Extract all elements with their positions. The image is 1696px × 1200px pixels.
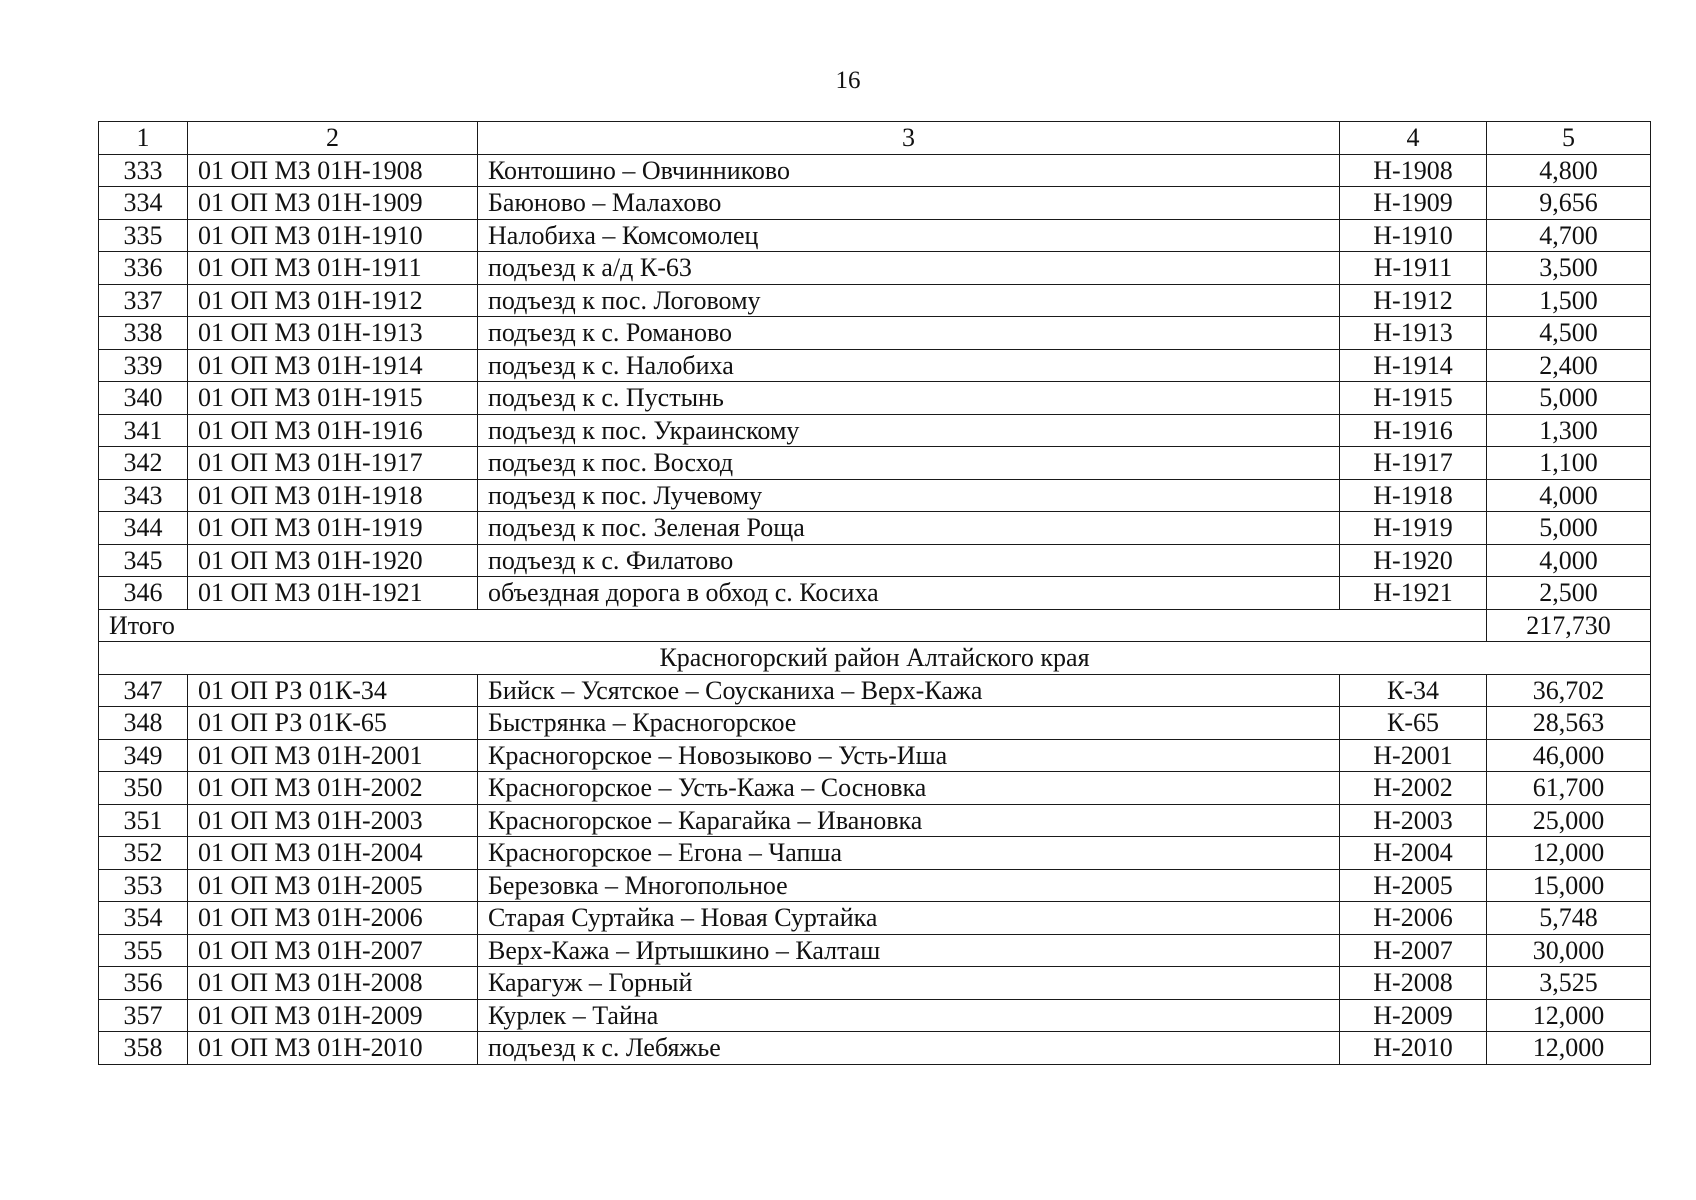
table-row [99, 317, 1651, 350]
row-number-cell: 347 [99, 674, 188, 707]
table-row [99, 284, 1651, 317]
table-row [99, 902, 1651, 935]
row-number-cell: 344 [99, 512, 188, 545]
road-name-cell: подъезд к с. Романово [478, 317, 1340, 350]
road-index-cell: Н-2005 [1340, 869, 1487, 902]
road-length-cell: 1,500 [1487, 284, 1651, 317]
road-code-cell: 01 ОП МЗ 01Н-2008 [188, 967, 478, 1000]
road-name-cell: подъезд к с. Филатово [478, 544, 1340, 577]
road-index-cell: Н-2010 [1340, 1032, 1487, 1065]
road-index-cell: Н-1917 [1340, 447, 1487, 480]
row-number-cell: 348 [99, 707, 188, 740]
road-length-cell: 4,000 [1487, 479, 1651, 512]
road-length-cell: 4,000 [1487, 544, 1651, 577]
road-name-cell: Красногорское – Новозыково – Усть-Иша [478, 739, 1340, 772]
row-number-cell: 337 [99, 284, 188, 317]
road-name-cell: объездная дорога в обход с. Косиха [478, 577, 1340, 610]
road-index-cell: Н-1909 [1340, 187, 1487, 220]
road-name-cell: подъезд к пос. Логовому [478, 284, 1340, 317]
road-length-cell: 5,000 [1487, 512, 1651, 545]
row-number-cell: 352 [99, 837, 188, 870]
road-code-cell: 01 ОП МЗ 01Н-2010 [188, 1032, 478, 1065]
table-row [99, 837, 1651, 870]
road-code-cell: 01 ОП МЗ 01Н-2003 [188, 804, 478, 837]
table-row [99, 252, 1651, 285]
road-index-cell: Н-1913 [1340, 317, 1487, 350]
road-name-cell: Бийск – Усятское – Соусканиха – Верх-Кажа [478, 674, 1340, 707]
table-row [99, 934, 1651, 967]
road-name-cell: подъезд к с. Лебяжье [478, 1032, 1340, 1065]
table-row [99, 447, 1651, 480]
road-name-cell: подъезд к с. Пустынь [478, 382, 1340, 415]
road-name-cell: Курлек – Тайна [478, 999, 1340, 1032]
total-value-cell: 217,730 [1487, 609, 1651, 642]
row-number-cell: 346 [99, 577, 188, 610]
road-code-cell: 01 ОП МЗ 01Н-1914 [188, 349, 478, 382]
row-number-cell: 334 [99, 187, 188, 220]
road-name-cell: подъезд к пос. Зеленая Роща [478, 512, 1340, 545]
row-number-cell: 335 [99, 219, 188, 252]
road-code-cell: 01 ОП МЗ 01Н-1911 [188, 252, 478, 285]
table-row [99, 479, 1651, 512]
row-number-cell: 339 [99, 349, 188, 382]
header-cell: 3 [478, 122, 1340, 155]
road-index-cell: Н-1908 [1340, 154, 1487, 187]
road-name-cell: Контошино – Овчинниково [478, 154, 1340, 187]
road-length-cell: 15,000 [1487, 869, 1651, 902]
road-code-cell: 01 ОП РЗ 01К-34 [188, 674, 478, 707]
road-name-cell: подъезд к пос. Лучевому [478, 479, 1340, 512]
table-row [99, 187, 1651, 220]
road-code-cell: 01 ОП МЗ 01Н-2001 [188, 739, 478, 772]
road-index-cell: Н-2004 [1340, 837, 1487, 870]
road-name-cell: подъезд к пос. Украинскому [478, 414, 1340, 447]
table-row [99, 739, 1651, 772]
road-code-cell: 01 ОП РЗ 01К-65 [188, 707, 478, 740]
road-index-cell: Н-2008 [1340, 967, 1487, 1000]
header-cell: 5 [1487, 122, 1651, 155]
road-code-cell: 01 ОП МЗ 01Н-1908 [188, 154, 478, 187]
total-row [99, 609, 1651, 642]
road-code-cell: 01 ОП МЗ 01Н-2009 [188, 999, 478, 1032]
road-code-cell: 01 ОП МЗ 01Н-1915 [188, 382, 478, 415]
row-number-cell: 358 [99, 1032, 188, 1065]
table-row [99, 869, 1651, 902]
road-name-cell: Верх-Кажа – Иртышкино – Калташ [478, 934, 1340, 967]
road-length-cell: 2,500 [1487, 577, 1651, 610]
road-length-cell: 3,525 [1487, 967, 1651, 1000]
section-header-row [99, 642, 1651, 675]
road-index-cell: Н-2007 [1340, 934, 1487, 967]
road-length-cell: 25,000 [1487, 804, 1651, 837]
road-code-cell: 01 ОП МЗ 01Н-1917 [188, 447, 478, 480]
road-code-cell: 01 ОП МЗ 01Н-1909 [188, 187, 478, 220]
road-length-cell: 4,500 [1487, 317, 1651, 350]
road-code-cell: 01 ОП МЗ 01Н-1910 [188, 219, 478, 252]
road-index-cell: Н-1914 [1340, 349, 1487, 382]
road-name-cell: Налобиха – Комсомолец [478, 219, 1340, 252]
table-row [99, 577, 1651, 610]
table-row [99, 154, 1651, 187]
road-index-cell: Н-2009 [1340, 999, 1487, 1032]
header-cell: 1 [99, 122, 188, 155]
road-length-cell: 12,000 [1487, 837, 1651, 870]
road-name-cell: Красногорское – Карагайка – Ивановка [478, 804, 1340, 837]
table-row [99, 349, 1651, 382]
row-number-cell: 345 [99, 544, 188, 577]
table-row [99, 804, 1651, 837]
road-index-cell: К-34 [1340, 674, 1487, 707]
road-length-cell: 2,400 [1487, 349, 1651, 382]
row-number-cell: 353 [99, 869, 188, 902]
road-index-cell: Н-1921 [1340, 577, 1487, 610]
road-length-cell: 9,656 [1487, 187, 1651, 220]
road-length-cell: 12,000 [1487, 1032, 1651, 1065]
road-length-cell: 4,800 [1487, 154, 1651, 187]
road-length-cell: 4,700 [1487, 219, 1651, 252]
table-row [99, 382, 1651, 415]
row-number-cell: 357 [99, 999, 188, 1032]
road-index-cell: Н-1918 [1340, 479, 1487, 512]
road-index-cell: Н-2001 [1340, 739, 1487, 772]
road-index-cell: Н-2002 [1340, 772, 1487, 805]
road-code-cell: 01 ОП МЗ 01Н-2004 [188, 837, 478, 870]
total-label-cell: Итого [99, 609, 1487, 642]
table-row [99, 414, 1651, 447]
row-number-cell: 350 [99, 772, 188, 805]
road-length-cell: 12,000 [1487, 999, 1651, 1032]
road-length-cell: 5,000 [1487, 382, 1651, 415]
road-name-cell: подъезд к с. Налобиха [478, 349, 1340, 382]
row-number-cell: 340 [99, 382, 188, 415]
road-length-cell: 28,563 [1487, 707, 1651, 740]
row-number-cell: 354 [99, 902, 188, 935]
road-length-cell: 30,000 [1487, 934, 1651, 967]
road-name-cell: подъезд к пос. Восход [478, 447, 1340, 480]
row-number-cell: 341 [99, 414, 188, 447]
road-registry-table [98, 121, 1651, 1065]
road-name-cell: Старая Суртайка – Новая Суртайка [478, 902, 1340, 935]
row-number-cell: 349 [99, 739, 188, 772]
road-name-cell: подъезд к а/д К-63 [478, 252, 1340, 285]
road-name-cell: Карагуж – Горный [478, 967, 1340, 1000]
road-length-cell: 3,500 [1487, 252, 1651, 285]
row-number-cell: 351 [99, 804, 188, 837]
table-row [99, 512, 1651, 545]
road-code-cell: 01 ОП МЗ 01Н-2007 [188, 934, 478, 967]
road-index-cell: Н-1916 [1340, 414, 1487, 447]
road-length-cell: 1,100 [1487, 447, 1651, 480]
row-number-cell: 342 [99, 447, 188, 480]
road-index-cell: Н-2006 [1340, 902, 1487, 935]
page-number: 16 [835, 67, 861, 94]
table-row [99, 707, 1651, 740]
road-code-cell: 01 ОП МЗ 01Н-1912 [188, 284, 478, 317]
table-row [99, 219, 1651, 252]
road-name-cell: Красногорское – Егона – Чапша [478, 837, 1340, 870]
row-number-cell: 336 [99, 252, 188, 285]
road-code-cell: 01 ОП МЗ 01Н-2005 [188, 869, 478, 902]
road-code-cell: 01 ОП МЗ 01Н-1916 [188, 414, 478, 447]
road-code-cell: 01 ОП МЗ 01Н-1913 [188, 317, 478, 350]
road-index-cell: Н-1920 [1340, 544, 1487, 577]
table-row [99, 967, 1651, 1000]
road-code-cell: 01 ОП МЗ 01Н-1921 [188, 577, 478, 610]
row-number-cell: 333 [99, 154, 188, 187]
header-cell: 4 [1340, 122, 1487, 155]
road-index-cell: Н-1919 [1340, 512, 1487, 545]
road-length-cell: 36,702 [1487, 674, 1651, 707]
road-index-cell: Н-1915 [1340, 382, 1487, 415]
road-name-cell: Баюново – Малахово [478, 187, 1340, 220]
road-name-cell: Красногорское – Усть-Кажа – Сосновка [478, 772, 1340, 805]
road-length-cell: 46,000 [1487, 739, 1651, 772]
table-body [99, 122, 1651, 1065]
table-row [99, 544, 1651, 577]
road-index-cell: Н-2003 [1340, 804, 1487, 837]
table-row [99, 772, 1651, 805]
road-code-cell: 01 ОП МЗ 01Н-2006 [188, 902, 478, 935]
road-length-cell: 61,700 [1487, 772, 1651, 805]
road-index-cell: К-65 [1340, 707, 1487, 740]
road-code-cell: 01 ОП МЗ 01Н-2002 [188, 772, 478, 805]
district-section-title: Красногорский район Алтайского края [99, 642, 1651, 675]
road-length-cell: 1,300 [1487, 414, 1651, 447]
table-row [99, 674, 1651, 707]
road-code-cell: 01 ОП МЗ 01Н-1919 [188, 512, 478, 545]
row-number-cell: 356 [99, 967, 188, 1000]
table-row [99, 999, 1651, 1032]
road-name-cell: Березовка – Многопольное [478, 869, 1340, 902]
road-index-cell: Н-1911 [1340, 252, 1487, 285]
header-cell: 2 [188, 122, 478, 155]
road-code-cell: 01 ОП МЗ 01Н-1920 [188, 544, 478, 577]
column-number-header-row [99, 122, 1651, 155]
road-length-cell: 5,748 [1487, 902, 1651, 935]
road-name-cell: Быстрянка – Красногорское [478, 707, 1340, 740]
road-code-cell: 01 ОП МЗ 01Н-1918 [188, 479, 478, 512]
table-row [99, 1032, 1651, 1065]
road-index-cell: Н-1910 [1340, 219, 1487, 252]
row-number-cell: 355 [99, 934, 188, 967]
row-number-cell: 343 [99, 479, 188, 512]
road-index-cell: Н-1912 [1340, 284, 1487, 317]
row-number-cell: 338 [99, 317, 188, 350]
